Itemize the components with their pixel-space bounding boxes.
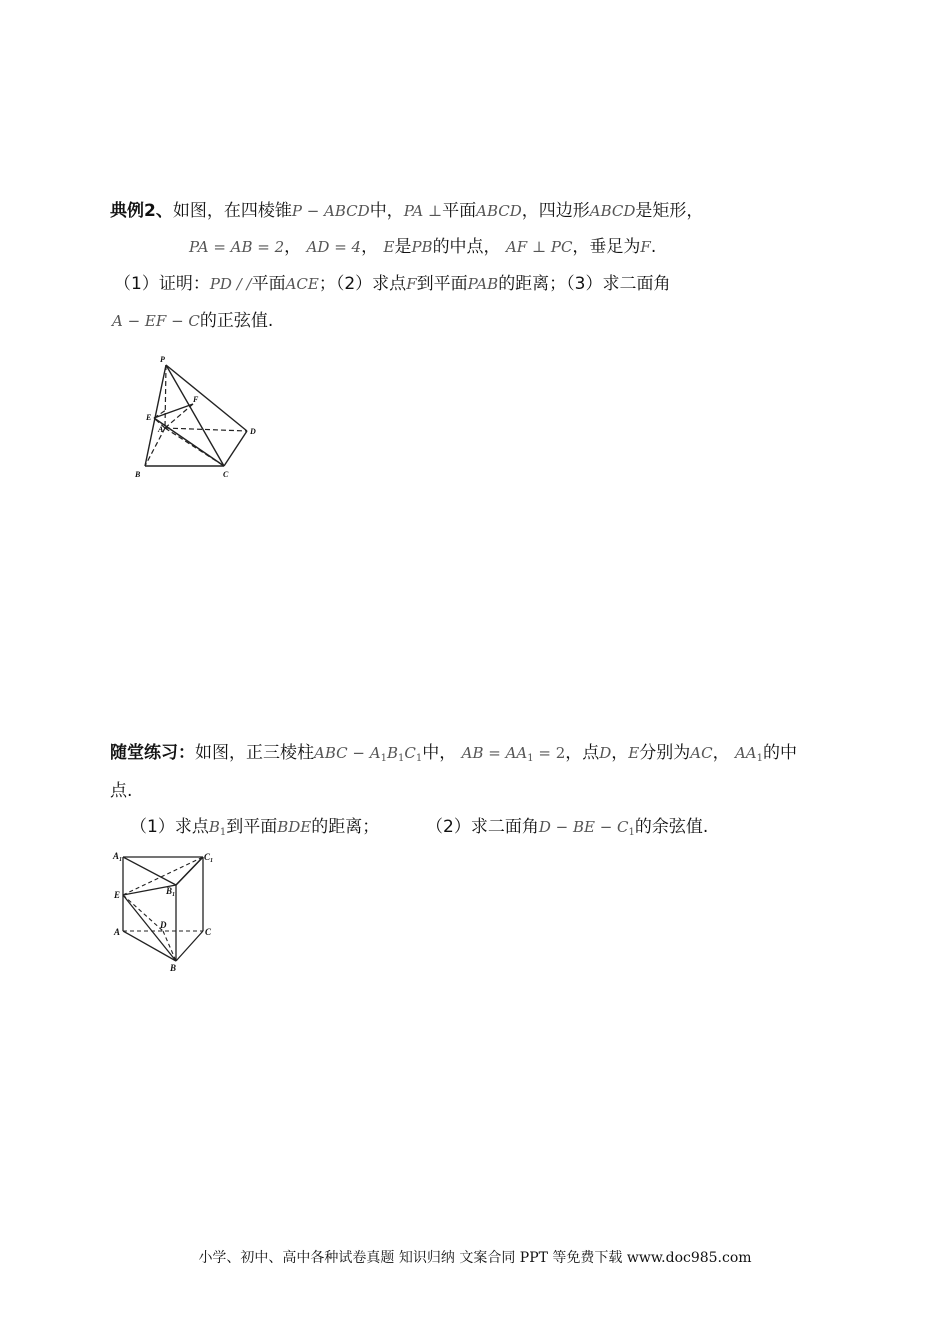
label-A1: $A_1$ xyxy=(113,851,123,863)
math: ABCD xyxy=(476,202,522,220)
edge-B1D xyxy=(176,857,203,885)
math: F xyxy=(406,275,417,293)
label-P: P xyxy=(160,355,165,364)
math: AD = 4 xyxy=(306,238,362,256)
practice-line2 xyxy=(110,779,132,803)
label-C: C xyxy=(223,470,229,479)
math: B xyxy=(386,744,398,762)
text: （1）证明： xyxy=(114,274,210,294)
label-F: F xyxy=(193,395,199,404)
math: E xyxy=(628,744,640,762)
text: 是矩形， xyxy=(635,201,704,221)
label-E: E xyxy=(114,890,121,900)
math: A − EF − C xyxy=(112,312,200,330)
subscript: 1 xyxy=(415,753,423,764)
math: AC xyxy=(690,744,713,762)
math: C xyxy=(404,744,416,762)
edge-BC xyxy=(176,931,203,961)
label-E: E xyxy=(146,413,152,422)
text: 分别为 xyxy=(639,743,691,763)
text: 的距离；（3）求二面角 xyxy=(498,274,671,294)
edge-CD xyxy=(224,431,247,466)
subscript: 1 xyxy=(628,827,635,838)
text: 到平面 xyxy=(416,274,468,294)
prism-figure xyxy=(110,845,220,975)
edge-AB xyxy=(123,931,176,961)
subscript: 1 xyxy=(756,753,764,764)
practice-question2 xyxy=(426,815,708,845)
math: P − ABCD xyxy=(291,202,370,220)
math: BDE xyxy=(277,818,312,836)
text: 如图，在四棱锥 xyxy=(172,201,292,221)
label-D: D xyxy=(250,427,256,436)
example2-line2 xyxy=(189,235,656,259)
label-C1: $C_1$ xyxy=(204,852,214,864)
text: ；（2）求点 xyxy=(318,274,407,294)
text: （1）求点 xyxy=(130,817,209,837)
text: . xyxy=(650,237,657,257)
text: ， xyxy=(712,743,730,763)
practice-line1 xyxy=(110,741,797,771)
practice-heading: 随堂练习： xyxy=(110,743,195,763)
edge-EB xyxy=(123,895,176,961)
math: PD / / xyxy=(209,275,252,293)
edge-PD xyxy=(166,365,247,431)
math: ACE xyxy=(285,275,319,293)
label-B1: $B_1$ xyxy=(166,886,176,898)
math: PA ⊥ xyxy=(403,202,443,220)
math: E xyxy=(383,238,395,256)
text: 的中点， xyxy=(432,237,501,257)
math: = 2 xyxy=(533,744,566,762)
label-B: B xyxy=(170,963,177,973)
edge-PA xyxy=(165,365,166,428)
edge-PC xyxy=(166,365,224,466)
text: 的中 xyxy=(763,743,798,763)
text: ， xyxy=(611,743,629,763)
text: 的余弦值. xyxy=(634,817,709,837)
math: PB xyxy=(411,238,433,256)
example2-questions xyxy=(114,272,671,296)
edge-DB xyxy=(163,931,176,961)
edge-EF xyxy=(154,404,193,418)
math: D − BE − C xyxy=(538,818,629,836)
example2-line1 xyxy=(110,199,703,223)
text: 是 xyxy=(394,237,412,257)
text: 平面 xyxy=(251,274,286,294)
text: 的距离； xyxy=(311,817,380,837)
math: PA = AB = 2 xyxy=(189,238,285,256)
math: ABC − A xyxy=(314,744,381,762)
footer-text: 小学、初中、高中各种试卷真题 知识归纳 文案合同 PPT 等免费下载 www.doc985.com xyxy=(198,1250,752,1266)
text: 如图，正三棱柱 xyxy=(195,743,314,763)
label-D: D xyxy=(160,920,167,930)
label-A: A xyxy=(114,927,121,937)
text: ，点 xyxy=(565,743,600,763)
math: AF ⊥ PC xyxy=(505,238,573,256)
math: B xyxy=(208,818,220,836)
math: AB = AA xyxy=(461,744,528,762)
label-C: C xyxy=(205,927,212,937)
subscript: 1 xyxy=(380,753,387,764)
subscript: 1 xyxy=(397,753,405,764)
label-A: A xyxy=(158,425,164,434)
text: ， xyxy=(361,237,379,257)
text: 到平面 xyxy=(226,817,278,837)
text: ， xyxy=(284,237,302,257)
edge-A1B1 xyxy=(123,857,176,885)
text: 的正弦值. xyxy=(199,311,274,331)
practice-questions xyxy=(130,815,379,845)
label-B: B xyxy=(135,470,141,479)
math: AA xyxy=(734,744,757,762)
pyramid-figure xyxy=(130,350,270,485)
edge-AC xyxy=(165,428,224,466)
text: 平面 xyxy=(442,201,477,221)
edge-AF xyxy=(165,404,193,428)
text: ，垂足为 xyxy=(572,237,641,257)
text: 点. xyxy=(110,781,133,801)
text: （2）求二面角 xyxy=(426,817,539,837)
text: 中， xyxy=(369,201,404,221)
subscript: 1 xyxy=(527,753,534,764)
text: 中， xyxy=(422,743,457,763)
edge-AD xyxy=(165,428,247,431)
subscript: 1 xyxy=(219,827,227,838)
math: F xyxy=(640,238,651,256)
math: PAB xyxy=(467,275,499,293)
math: ABCD xyxy=(589,202,636,220)
edge-ED xyxy=(123,895,163,931)
text: ，四边形 xyxy=(521,201,590,221)
example2-questions-cont xyxy=(112,309,273,333)
example2-heading: 典例2、 xyxy=(110,201,173,221)
math: D xyxy=(599,744,612,762)
